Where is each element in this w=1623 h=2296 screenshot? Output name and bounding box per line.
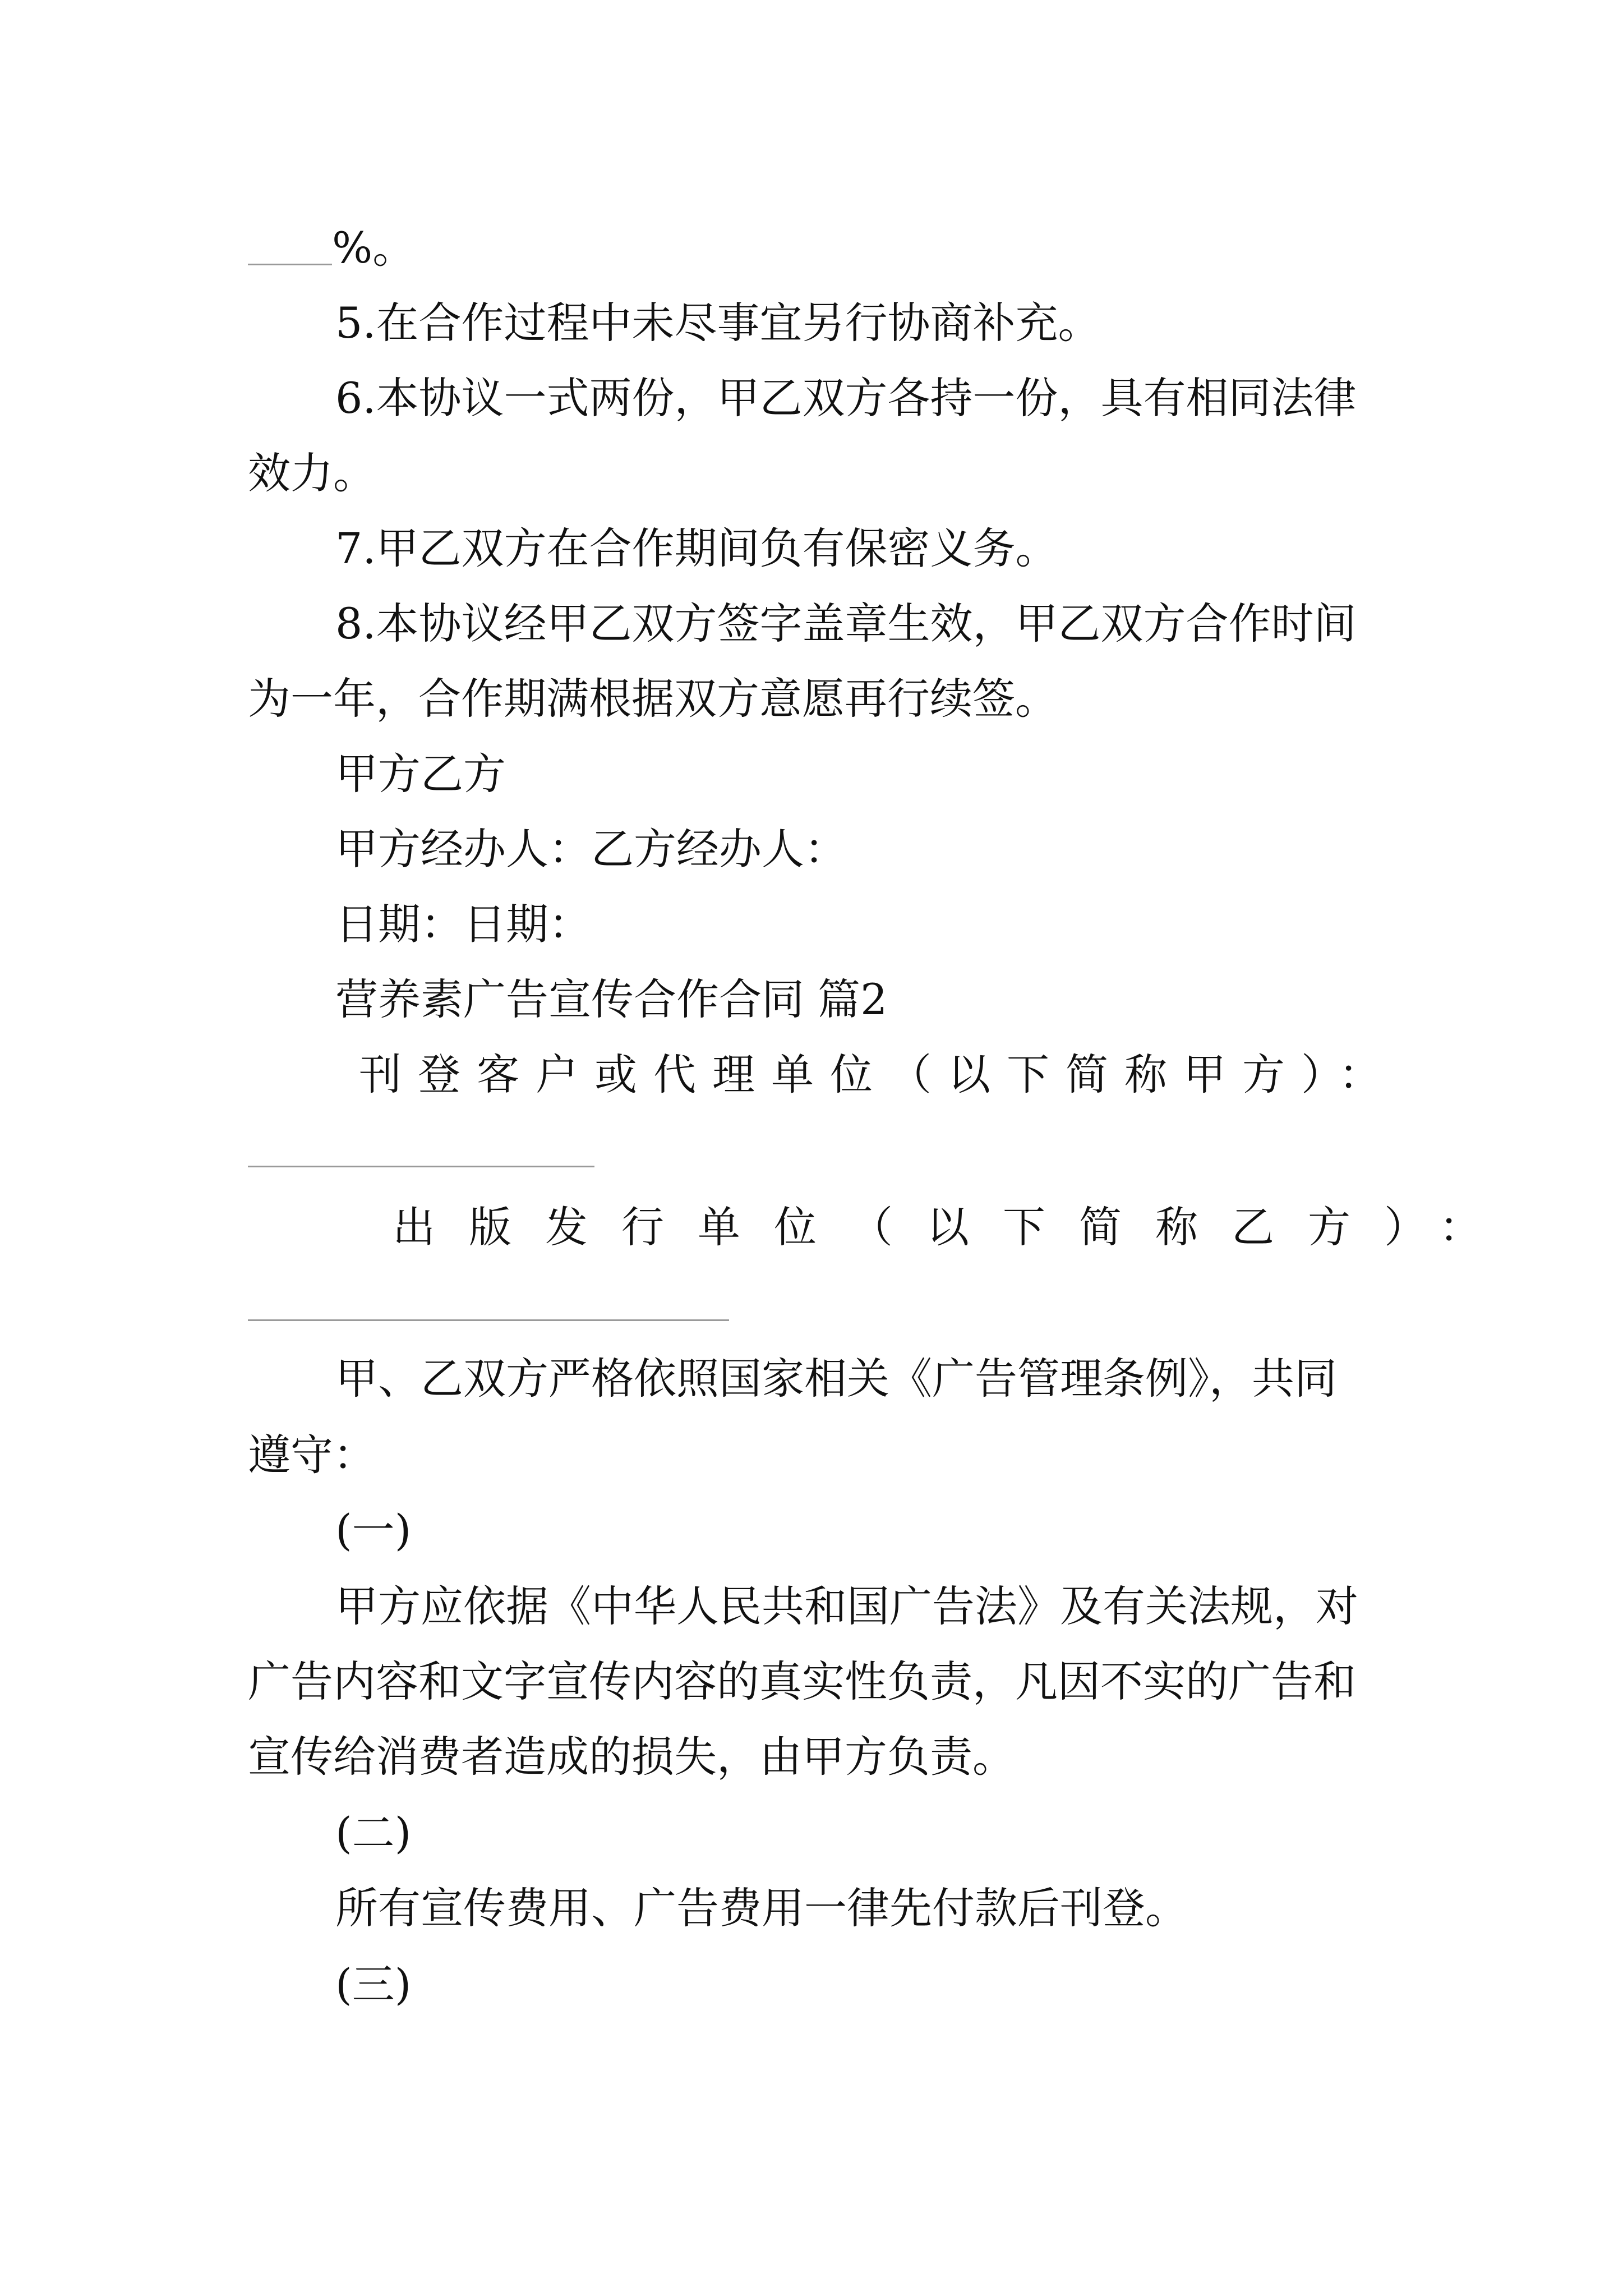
blank-underline xyxy=(248,1166,594,1167)
text-line: 7.甲乙双方在合作期间负有保密义务。 xyxy=(335,523,1058,573)
text-line: 甲方经办人：乙方经办人： xyxy=(335,824,847,874)
clause-number: (二) xyxy=(335,1808,412,1858)
text-line-spaced: 出版发行单位（以下简称乙方）： xyxy=(393,1202,1515,1252)
text-line: 宣传给消费者造成的损失，由甲方负责。 xyxy=(248,1732,1015,1782)
text-line: 6.本协议一式两份，甲乙双方各持一份，具有相同法律 xyxy=(335,373,1357,423)
text-line: 效力。 xyxy=(248,448,376,498)
text-line: 日期：日期： xyxy=(335,899,591,949)
text-line: 所有宣传费用、广告费用一律先付款后刊登。 xyxy=(335,1883,1188,1933)
text-line: 遵守： xyxy=(248,1430,376,1480)
text-line-spaced: 刊登客户或代理单位（以下简称甲方）： xyxy=(359,1050,1398,1099)
text-line: 为一年，合作期满根据双方意愿再行续签。 xyxy=(248,674,1058,724)
clause-number: (三) xyxy=(335,1959,412,2009)
clause-number: (一) xyxy=(335,1505,412,1555)
section-heading: 营养素广告宣传合作合同 篇2 xyxy=(335,974,888,1024)
text-line: 甲方应依据《中华人民共和国广告法》及有关法规，对 xyxy=(335,1581,1358,1631)
text-line: %。 xyxy=(332,223,416,273)
text-line: 广告内容和文字宣传内容的真实性负责，凡因不实的广告和 xyxy=(248,1657,1356,1706)
text-line: 甲、乙双方严格依照国家相关《广告管理条例》，共同 xyxy=(335,1354,1337,1404)
text-line: 5.在合作过程中未尽事宜另行协商补充。 xyxy=(335,298,1101,348)
blank-underline xyxy=(248,1319,729,1321)
text-line: 甲方乙方 xyxy=(335,749,506,799)
text-line: 8.本协议经甲乙双方签字盖章生效，甲乙双方合作时间 xyxy=(335,599,1357,648)
blank-underline xyxy=(248,264,332,265)
